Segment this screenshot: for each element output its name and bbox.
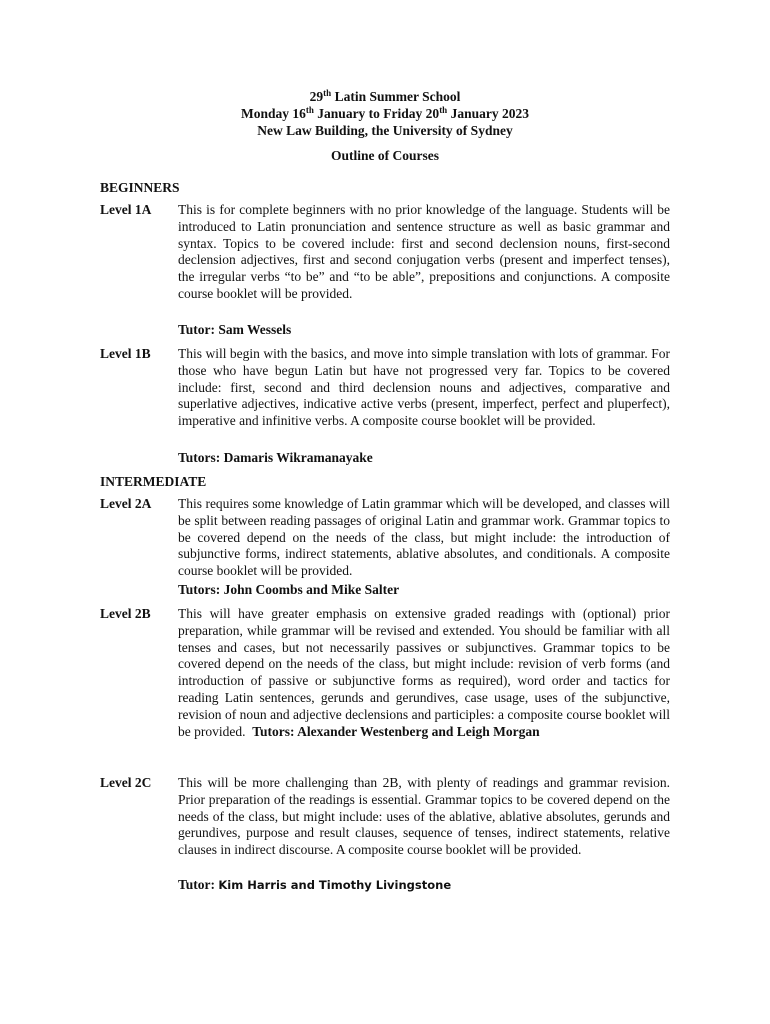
level-2b-label: Level 2B xyxy=(100,606,151,621)
school-dates: Monday 16th January to Friday 20th January 2023 xyxy=(241,105,529,121)
level-2a-label: Level 2A xyxy=(100,496,152,511)
section-beginners: BEGINNERS xyxy=(100,180,180,195)
level-1a-label: Level 1A xyxy=(100,202,152,217)
level-1b-label: Level 1B xyxy=(100,346,151,361)
level-2b-description xyxy=(178,606,670,740)
school-title: 29th Latin Summer School xyxy=(309,88,461,104)
level-1a-tutor: Tutor: Sam Wessels xyxy=(178,322,292,337)
outline-heading: Outline of Courses xyxy=(331,148,439,163)
level-2b-text: This will have greater emphasis on extensive graded readings with (optional) prior preparation, while grammar will be revised and extended. You should be familiar with all tenses and cases, but not necessarily passives or subjunctives. Grammar topics to be covered depend on the needs of the class, but might include: revision of verb forms (and introduction of passive or subjunctive forms as required), word order and tactics for reading Latin sentences, gerunds and gerundives, case usage, uses of the subjunctive, revision of noun and adjective declensions and participles: a composite course booklet will be provided. xyxy=(178,606,670,739)
level-2a-description: This requires some knowledge of Latin grammar which will be developed, and classes will be split between reading passages of original Latin and grammar work. Grammar topics to be covered depend on the needs of the class, but might include: the introduction of subjunctive forms, indirect statements, ablative absolutes, and conditionals. A composite course booklet will be provided. xyxy=(178,496,670,579)
level-1b-tutor: Tutors: Damaris Wikramanayake xyxy=(178,450,373,465)
level-2c-tutor xyxy=(178,877,451,893)
document-header xyxy=(0,88,770,139)
level-2b-tutor: Tutors: Alexander Westenberg and Leigh Morgan xyxy=(252,723,540,739)
level-2c-description: This will be more challenging than 2B, with plenty of readings and grammar revision. Prior preparation of the readings is essential. Grammar topics to be covered depend on the needs of the class, but might include: uses of the ablative, ablative absolutes, gerunds and gerundives, purpose and result clauses, sequence of tenses, indirect statements, relative clauses in indirect discourse. A composite course booklet will be provided. xyxy=(178,775,670,858)
level-1b-description: This will begin with the basics, and move into simple translation with lots of grammar. For those who have begun Latin but have not progressed very far. Topics to be covered include: first, second and third declension nouns and adjectives, comparative and superlative adjectives, indicative active verbs (present, imperfect, perfect and pluperfect), imperative and infinitive verbs. A composite course booklet will be provided. xyxy=(178,346,670,429)
level-1a-description: This is for complete beginners with no prior knowledge of the language. Students will be introduced to Latin pronunciation and sentence structure as well as basic grammar and syntax. Topics to be covered include: first and second declension nouns, first-second declension adjectives, first and second conjugation verbs (present and imperfect tenses), the irregular verbs “to be” and “to be able”, prepositions and conjunctions. A composite course booklet will be provided. xyxy=(178,202,670,301)
level-2a-tutor: Tutors: John Coombs and Mike Salter xyxy=(178,582,400,597)
level-2c-tutor-names: Kim Harris and Timothy Livingstone xyxy=(218,878,452,892)
school-venue: New Law Building, the University of Sydney xyxy=(257,123,513,138)
level-2c-label: Level 2C xyxy=(100,775,152,790)
section-intermediate: INTERMEDIATE xyxy=(100,474,207,489)
level-2c-tutor-prefix: Tutor: xyxy=(178,877,216,892)
